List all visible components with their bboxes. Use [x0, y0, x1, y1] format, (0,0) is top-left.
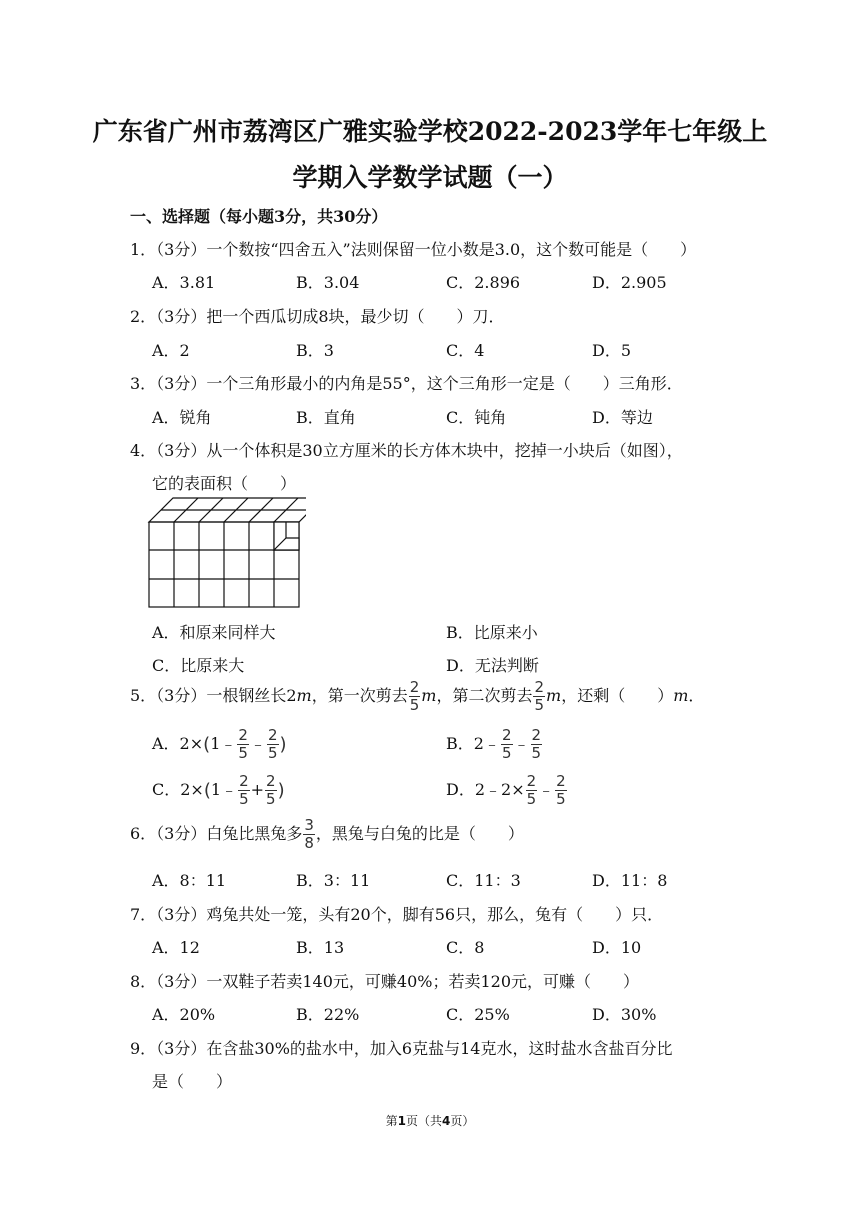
q2-option-c[interactable]: C．4	[446, 341, 485, 360]
q5-text-d: ，还剩（ ）	[561, 686, 674, 705]
question-4-stem-line-2: 它的表面积（ ）	[152, 474, 297, 493]
q8-option-a[interactable]: A．20%	[152, 1005, 216, 1024]
cuboid-figure	[146, 495, 306, 610]
q1-option-c[interactable]: C．2.896	[446, 273, 521, 292]
q5-option-b[interactable]: B．2﹣ $\frac{2}{5}$ ﹣ $\frac{2}{5}$	[446, 726, 542, 762]
q5-text-c: ，第二次剪去	[436, 686, 533, 705]
q2-option-d[interactable]: D．5	[592, 341, 632, 360]
question-9-stem-line-1: 9．（3分）在含盐30%的盐水中，加入6克盐与14克水，这时盐水含盐百分比	[130, 1039, 673, 1058]
q3-option-b[interactable]: B．直角	[296, 408, 356, 427]
question-6-stem	[130, 818, 524, 851]
q6-text-a: 6．（3分）白兔比黑兔多	[130, 824, 303, 843]
q7-option-d[interactable]: D．10	[592, 938, 642, 957]
q5-text-a: 5．（3分）一根钢丝长2	[130, 686, 297, 705]
question-3-stem: 3．（3分）一个三角形最小的内角是55°，这个三角形一定是（ ）三角形．	[130, 374, 683, 393]
question-1-stem: 1．（3分）一个数按“四舍五入”法则保留一位小数是3.0，这个数可能是（ ）	[130, 240, 697, 259]
q7-option-c[interactable]: C．8	[446, 938, 485, 957]
q6-text-b: ，黑兔与白兔的比是（ ）	[315, 824, 524, 843]
q3-option-a[interactable]: A．锐角	[152, 408, 212, 427]
q5-option-c[interactable]: C．2×(1﹣ $\frac{2}{5}$ + $\frac{2}{5}$ )	[152, 772, 285, 808]
q4-option-d[interactable]: D．无法判断	[446, 656, 539, 675]
question-4-stem-line-1: 4．（3分）从一个体积是30立方厘米的长方体木块中，挖掉一小块后（如图），	[130, 441, 683, 460]
q1-option-b[interactable]: B．3.04	[296, 273, 360, 292]
q6-fraction: $\frac{3}{8}$	[304, 816, 314, 852]
q4-option-a[interactable]: A．和原来同样大	[152, 623, 276, 642]
q4-option-b[interactable]: B．比原来小	[446, 623, 538, 642]
q5-fraction: $\frac{2}{5}$	[534, 678, 545, 714]
question-5-stem	[130, 680, 704, 713]
q5-text-end: ．	[688, 686, 705, 705]
q5-unit: m	[546, 686, 562, 705]
q5-option-a[interactable]: A．2×(1﹣ $\frac{2}{5}$ ﹣ $\frac{2}{5}$ )	[152, 726, 287, 762]
q1-option-d[interactable]: D．2.905	[592, 273, 667, 292]
q2-option-a[interactable]: A．2	[152, 341, 190, 360]
page-title-line-1: 广东省广州市荔湾区广雅实验学校2022-2023学年七年级上	[92, 117, 768, 146]
q2-option-b[interactable]: B．3	[296, 341, 334, 360]
q5-unit: m	[673, 686, 689, 705]
section-heading: 一、选择题（每小题3分，共30分）	[130, 207, 388, 226]
q4-option-c[interactable]: C．比原来大	[152, 656, 245, 675]
question-9-stem-line-2: 是（ ）	[152, 1072, 233, 1091]
q7-option-b[interactable]: B．13	[296, 938, 345, 957]
q8-option-b[interactable]: B．22%	[296, 1005, 360, 1024]
q6-option-d[interactable]: D．11：8	[592, 871, 668, 890]
q8-option-c[interactable]: C．25%	[446, 1005, 510, 1024]
q8-option-d[interactable]: D．30%	[592, 1005, 657, 1024]
question-2-stem: 2．（3分）把一个西瓜切成8块，最少切（ ）刀．	[130, 307, 505, 326]
q6-option-a[interactable]: A．8：11	[152, 871, 227, 890]
q7-option-a[interactable]: A．12	[152, 938, 200, 957]
q3-option-c[interactable]: C．钝角	[446, 408, 507, 427]
q5-unit: m	[296, 686, 312, 705]
q6-option-b[interactable]: B．3：11	[296, 871, 371, 890]
q3-option-d[interactable]: D．等边	[592, 408, 653, 427]
q5-unit: m	[421, 686, 437, 705]
question-7-stem: 7．（3分）鸡兔共处一笼，头有20个，脚有56只，那么，兔有（ ）只．	[130, 905, 664, 924]
question-8-stem: 8．（3分）一双鞋子若卖140元，可赚40%；若卖120元，可赚（ ）	[130, 972, 640, 991]
page-footer: 第1页（共4页）	[385, 1114, 475, 1128]
q5-text-b: ，第一次剪去	[311, 686, 408, 705]
q6-option-c[interactable]: C．11：3	[446, 871, 521, 890]
page-title-line-2: 学期入学数学试题（一）	[292, 163, 568, 192]
q5-option-d[interactable]: D．2﹣2× $\frac{2}{5}$ ﹣ $\frac{2}{5}$	[446, 772, 566, 808]
q1-option-a[interactable]: A．3.81	[152, 273, 216, 292]
q5-fraction: $\frac{2}{5}$	[409, 678, 420, 714]
